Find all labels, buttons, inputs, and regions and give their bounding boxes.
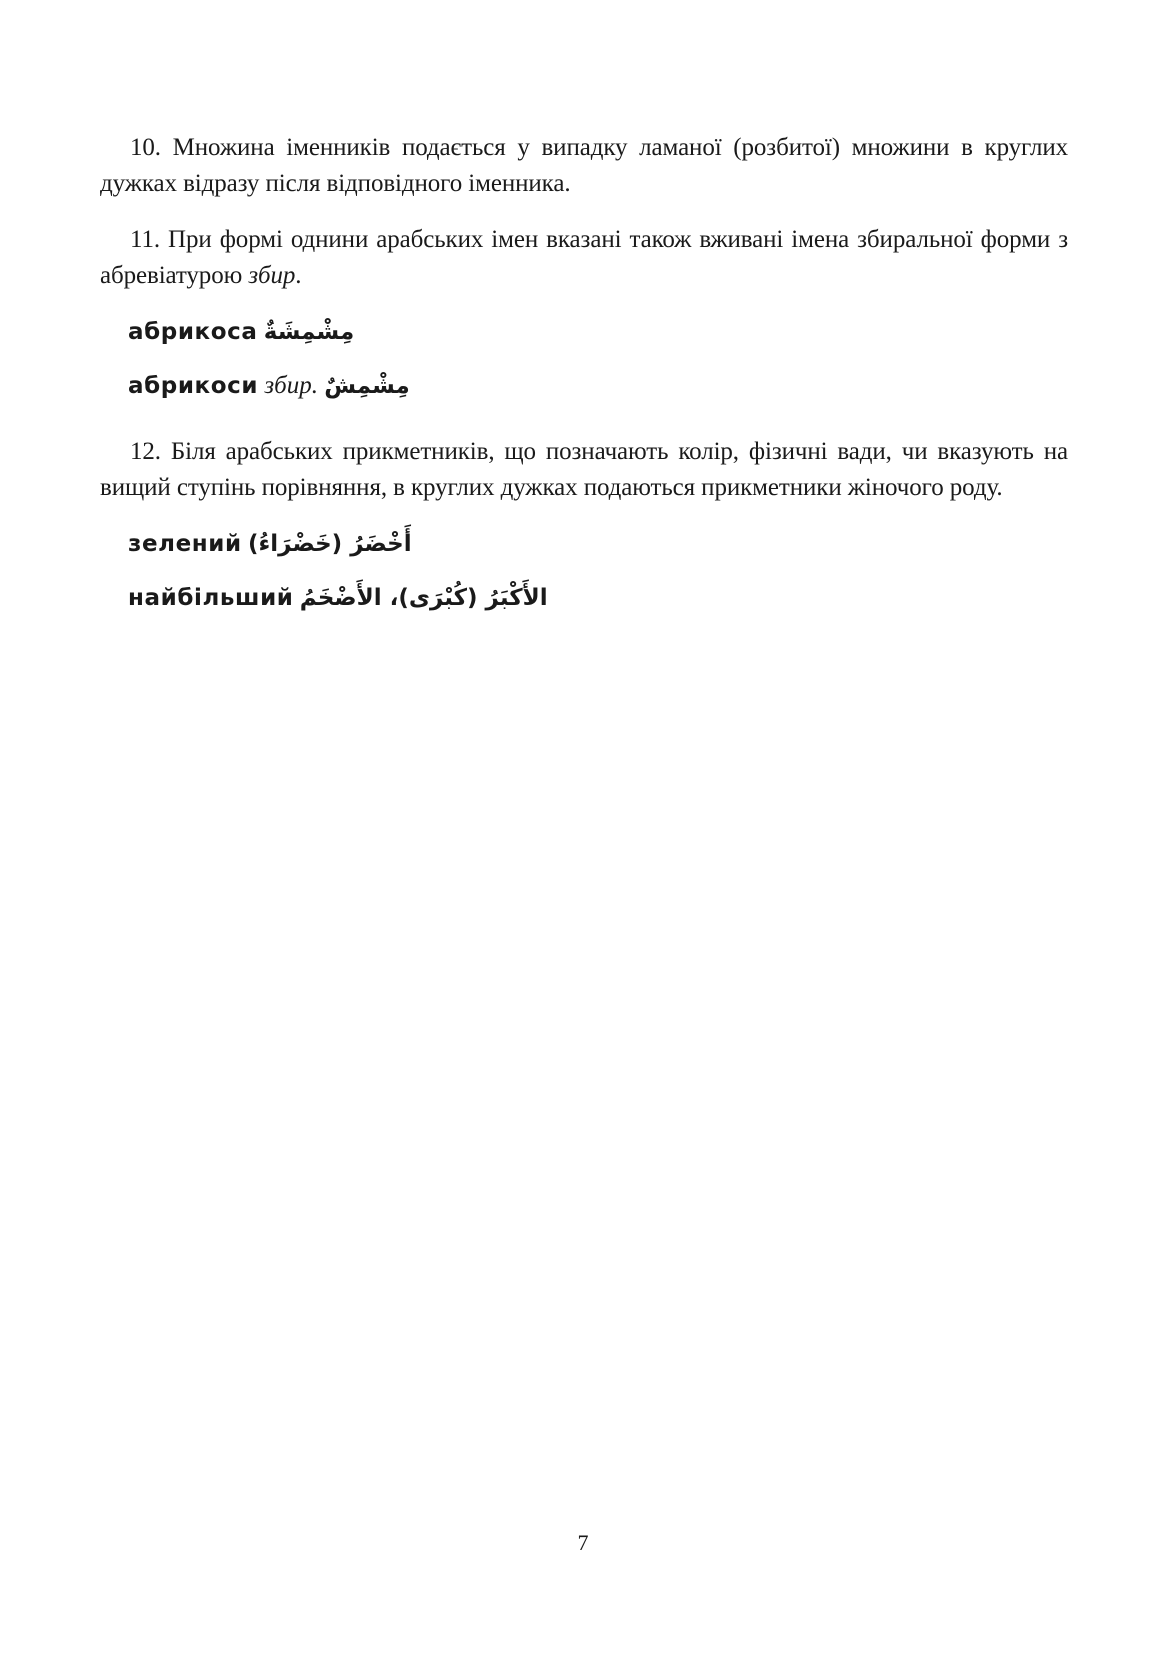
paragraph-10-text: 10. Множина іменників подається у випадку ламаної (розбитої) множини в круглих дужках відразу після відповідного іменника.	[100, 134, 1068, 197]
example-arabic: الأَكْبَرُ (كُبْرَى)، الأَضْخَمُ	[299, 585, 548, 611]
paragraph-11-text: 11. При формі однини арабських імен вказані також вживані імена збиральної форми з абревіатурою	[100, 226, 1068, 289]
paragraph-10	[100, 130, 1068, 202]
example-entry-apricots	[128, 368, 1068, 404]
paragraph-12-text: 12. Біля арабських прикметників, що позначають колір, фізичні вади, чи вказують на вищий ступінь порівняння, в круглих дужках подаються прикметники жіночого роду.	[100, 438, 1068, 501]
paragraph-11-abbreviation: збир	[248, 262, 296, 289]
example-arabic: مِشْمِشَةٌ	[263, 319, 355, 345]
paragraph-12	[100, 434, 1068, 506]
paragraph-11-end: .	[295, 262, 302, 289]
example-word: найбільший	[128, 585, 294, 611]
example-entry-biggest	[128, 580, 1068, 616]
example-word: зелений	[128, 531, 242, 557]
document-body	[100, 130, 1068, 634]
example-word: абрикоси	[128, 373, 259, 399]
example-entry-apricot	[128, 314, 1068, 350]
paragraph-11	[100, 222, 1068, 294]
page-number: 7	[577, 1530, 589, 1555]
example-abbreviation: збир.	[264, 372, 318, 399]
example-arabic: أَخْضَرُ (خَضْرَاءُ)	[247, 531, 412, 557]
example-word: абрикоса	[128, 319, 258, 345]
example-arabic: مِشْمِشٌ	[324, 373, 410, 399]
example-entry-green	[128, 526, 1068, 562]
